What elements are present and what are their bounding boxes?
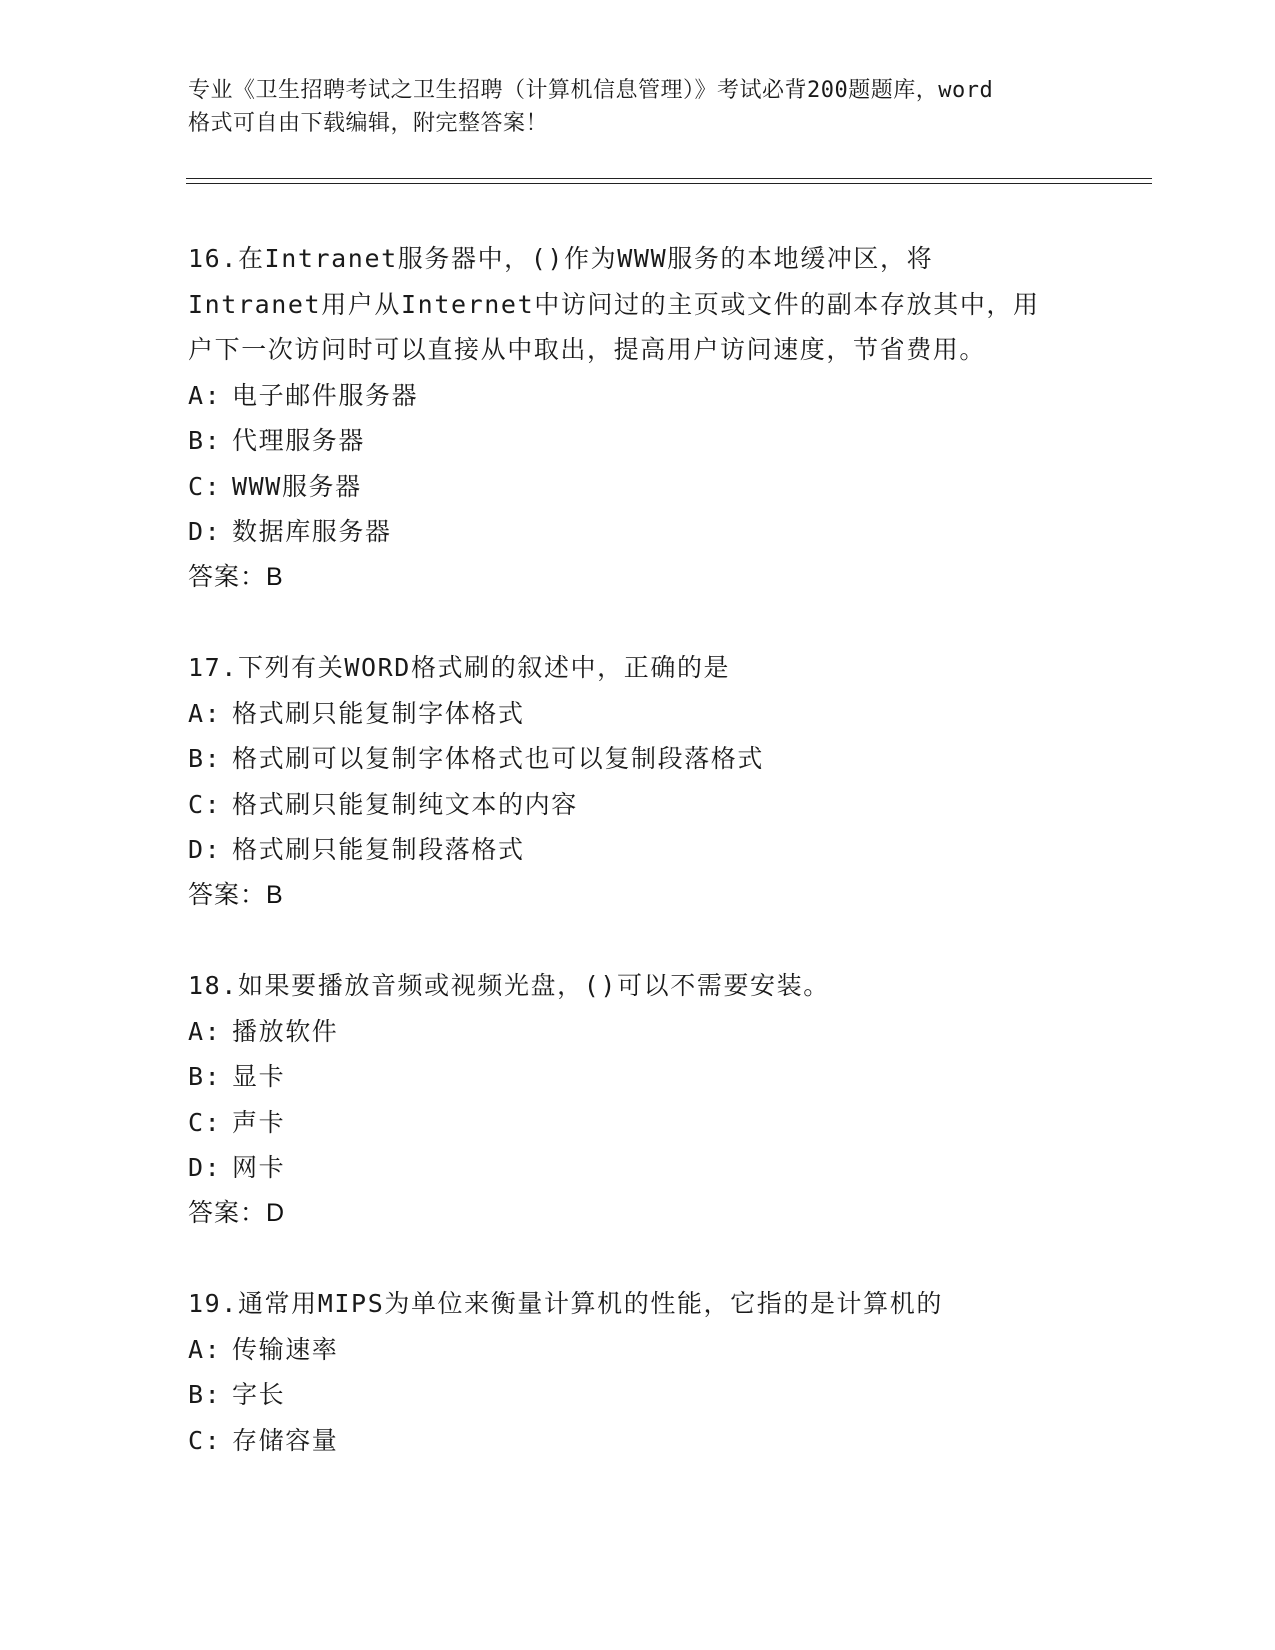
answer-label: 答案：D xyxy=(188,1198,286,1227)
option-b xyxy=(188,418,1088,464)
option-c xyxy=(188,782,1088,828)
option-text: 传输速率 xyxy=(232,1334,339,1364)
option-b xyxy=(188,1372,1088,1418)
question-stem-line: 户下一次访问时可以直接从中取出，提高用户访问速度，节省费用。 xyxy=(188,335,987,364)
option-b xyxy=(188,736,1088,782)
question-list xyxy=(188,236,1088,1508)
option-d xyxy=(188,1145,1088,1191)
option-text: 格式刷只能复制纯文本的内容 xyxy=(232,789,578,819)
option-text: 格式刷只能复制段落格式 xyxy=(232,835,525,864)
question-18 xyxy=(188,963,1088,1236)
option-c xyxy=(188,464,1088,510)
question-17 xyxy=(188,645,1088,918)
option-key: C: xyxy=(188,789,222,819)
question-stem-line: Intranet用户从Internet中访问过的主页或文件的副本存放其中，用 xyxy=(188,289,1040,319)
option-key: B: xyxy=(188,1380,222,1409)
option-text: WWW服务器 xyxy=(232,471,362,501)
option-text: 数据库服务器 xyxy=(232,517,392,546)
header-title-line-2: 格式可自由下载编辑，附完整答案！ xyxy=(188,111,549,136)
option-key: D: xyxy=(188,1153,222,1182)
option-a xyxy=(188,1327,1088,1373)
option-key: D: xyxy=(188,517,222,546)
option-key: C: xyxy=(188,1107,222,1137)
question-stem-line: 17.下列有关WORD格式刷的叙述中，正确的是 xyxy=(188,653,731,682)
option-key: B: xyxy=(188,426,222,455)
question-19 xyxy=(188,1281,1088,1463)
option-key: D: xyxy=(188,835,222,864)
header-divider-top xyxy=(186,178,1152,179)
option-text: 网卡 xyxy=(232,1153,286,1182)
option-text: 存储容量 xyxy=(232,1425,339,1455)
question-stem-line: 18.如果要播放音频或视频光盘，()可以不需要安装。 xyxy=(188,971,830,1000)
option-c xyxy=(188,1418,1088,1464)
question-16 xyxy=(188,236,1088,600)
option-key: C: xyxy=(188,1425,222,1455)
option-key: A: xyxy=(188,698,222,728)
option-text: 声卡 xyxy=(232,1107,286,1137)
option-text: 格式刷只能复制字体格式 xyxy=(232,698,525,728)
option-a xyxy=(188,373,1088,419)
option-text: 播放软件 xyxy=(232,1016,339,1046)
option-text: 代理服务器 xyxy=(232,426,366,455)
option-text: 格式刷可以复制字体格式也可以复制段落格式 xyxy=(232,744,765,773)
option-key: C: xyxy=(188,471,222,501)
option-key: A: xyxy=(188,1334,222,1364)
document-header xyxy=(188,74,1088,140)
option-key: B: xyxy=(188,1062,222,1091)
option-d xyxy=(188,827,1088,873)
option-key: A: xyxy=(188,380,222,410)
answer-label: 答案：B xyxy=(188,562,284,591)
option-text: 电子邮件服务器 xyxy=(232,380,419,410)
header-title-line-1: 专业《卫生招聘考试之卫生招聘（计算机信息管理）》考试必背200题题库，word xyxy=(188,78,994,103)
option-b xyxy=(188,1054,1088,1100)
question-stem-line: 16.在Intranet服务器中，()作为WWW服务的本地缓冲区，将 xyxy=(188,244,934,273)
option-c xyxy=(188,1100,1088,1146)
option-key: B: xyxy=(188,744,222,773)
option-a xyxy=(188,691,1088,737)
option-d xyxy=(188,509,1088,555)
option-key: A: xyxy=(188,1016,222,1046)
question-stem-line: 19.通常用MIPS为单位来衡量计算机的性能，它指的是计算机的 xyxy=(188,1289,943,1318)
option-a xyxy=(188,1009,1088,1055)
answer-label: 答案：B xyxy=(188,880,284,909)
option-text: 显卡 xyxy=(232,1062,286,1091)
option-text: 字长 xyxy=(232,1380,286,1409)
header-divider-bottom xyxy=(186,183,1152,184)
